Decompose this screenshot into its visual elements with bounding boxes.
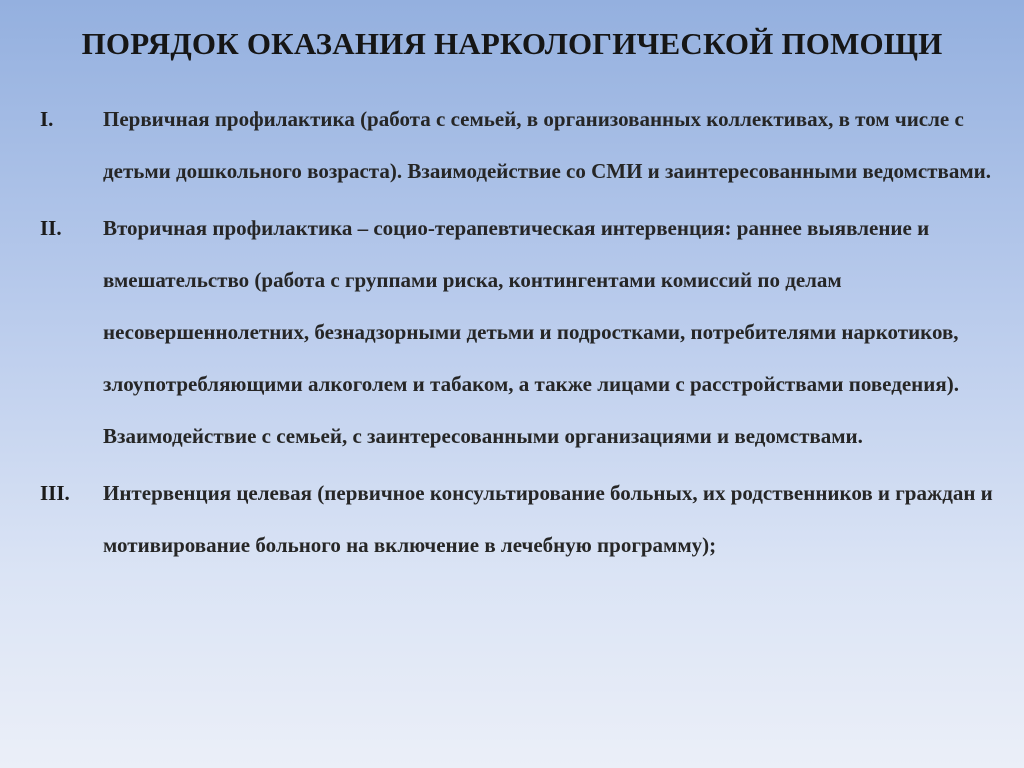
list-item	[40, 202, 1000, 462]
list-item-numeral: III.	[40, 481, 70, 505]
list-item	[40, 467, 1000, 571]
list-item	[40, 93, 1000, 197]
slide-title: ПОРЯДОК ОКАЗАНИЯ НАРКОЛОГИЧЕСКОЙ ПОМОЩИ	[81, 26, 943, 61]
list-item-text: Первичная профилактика (работа с семьей, в организованных коллективах, в том числе с детьми дошкольного возраста). Взаимодействие со СМИ и заинтересованными ведомствами.	[103, 107, 991, 183]
list-item-numeral: II.	[40, 216, 62, 240]
numbered-list	[40, 93, 1000, 576]
list-item-numeral: I.	[40, 107, 54, 131]
list-item-text: Интервенция целевая (первичное консультирование больных, их родственников и граждан и мотивирование больного на включение в лечебную программу);	[103, 481, 993, 557]
list-item-text: Вторичная профилактика – социо-терапевтическая интервенция: раннее выявление и вмешательство (работа с группами риска, контингентами комиссий по делам несовершеннолетних, безнадзорными детьми и подростками, потребителями наркотиков, злоупотребляющими алкоголем и табаком, а также лицами с расстройствами поведения). Взаимодействие с семьей, с заинтересованными организациями и ведомствами.	[103, 216, 959, 448]
